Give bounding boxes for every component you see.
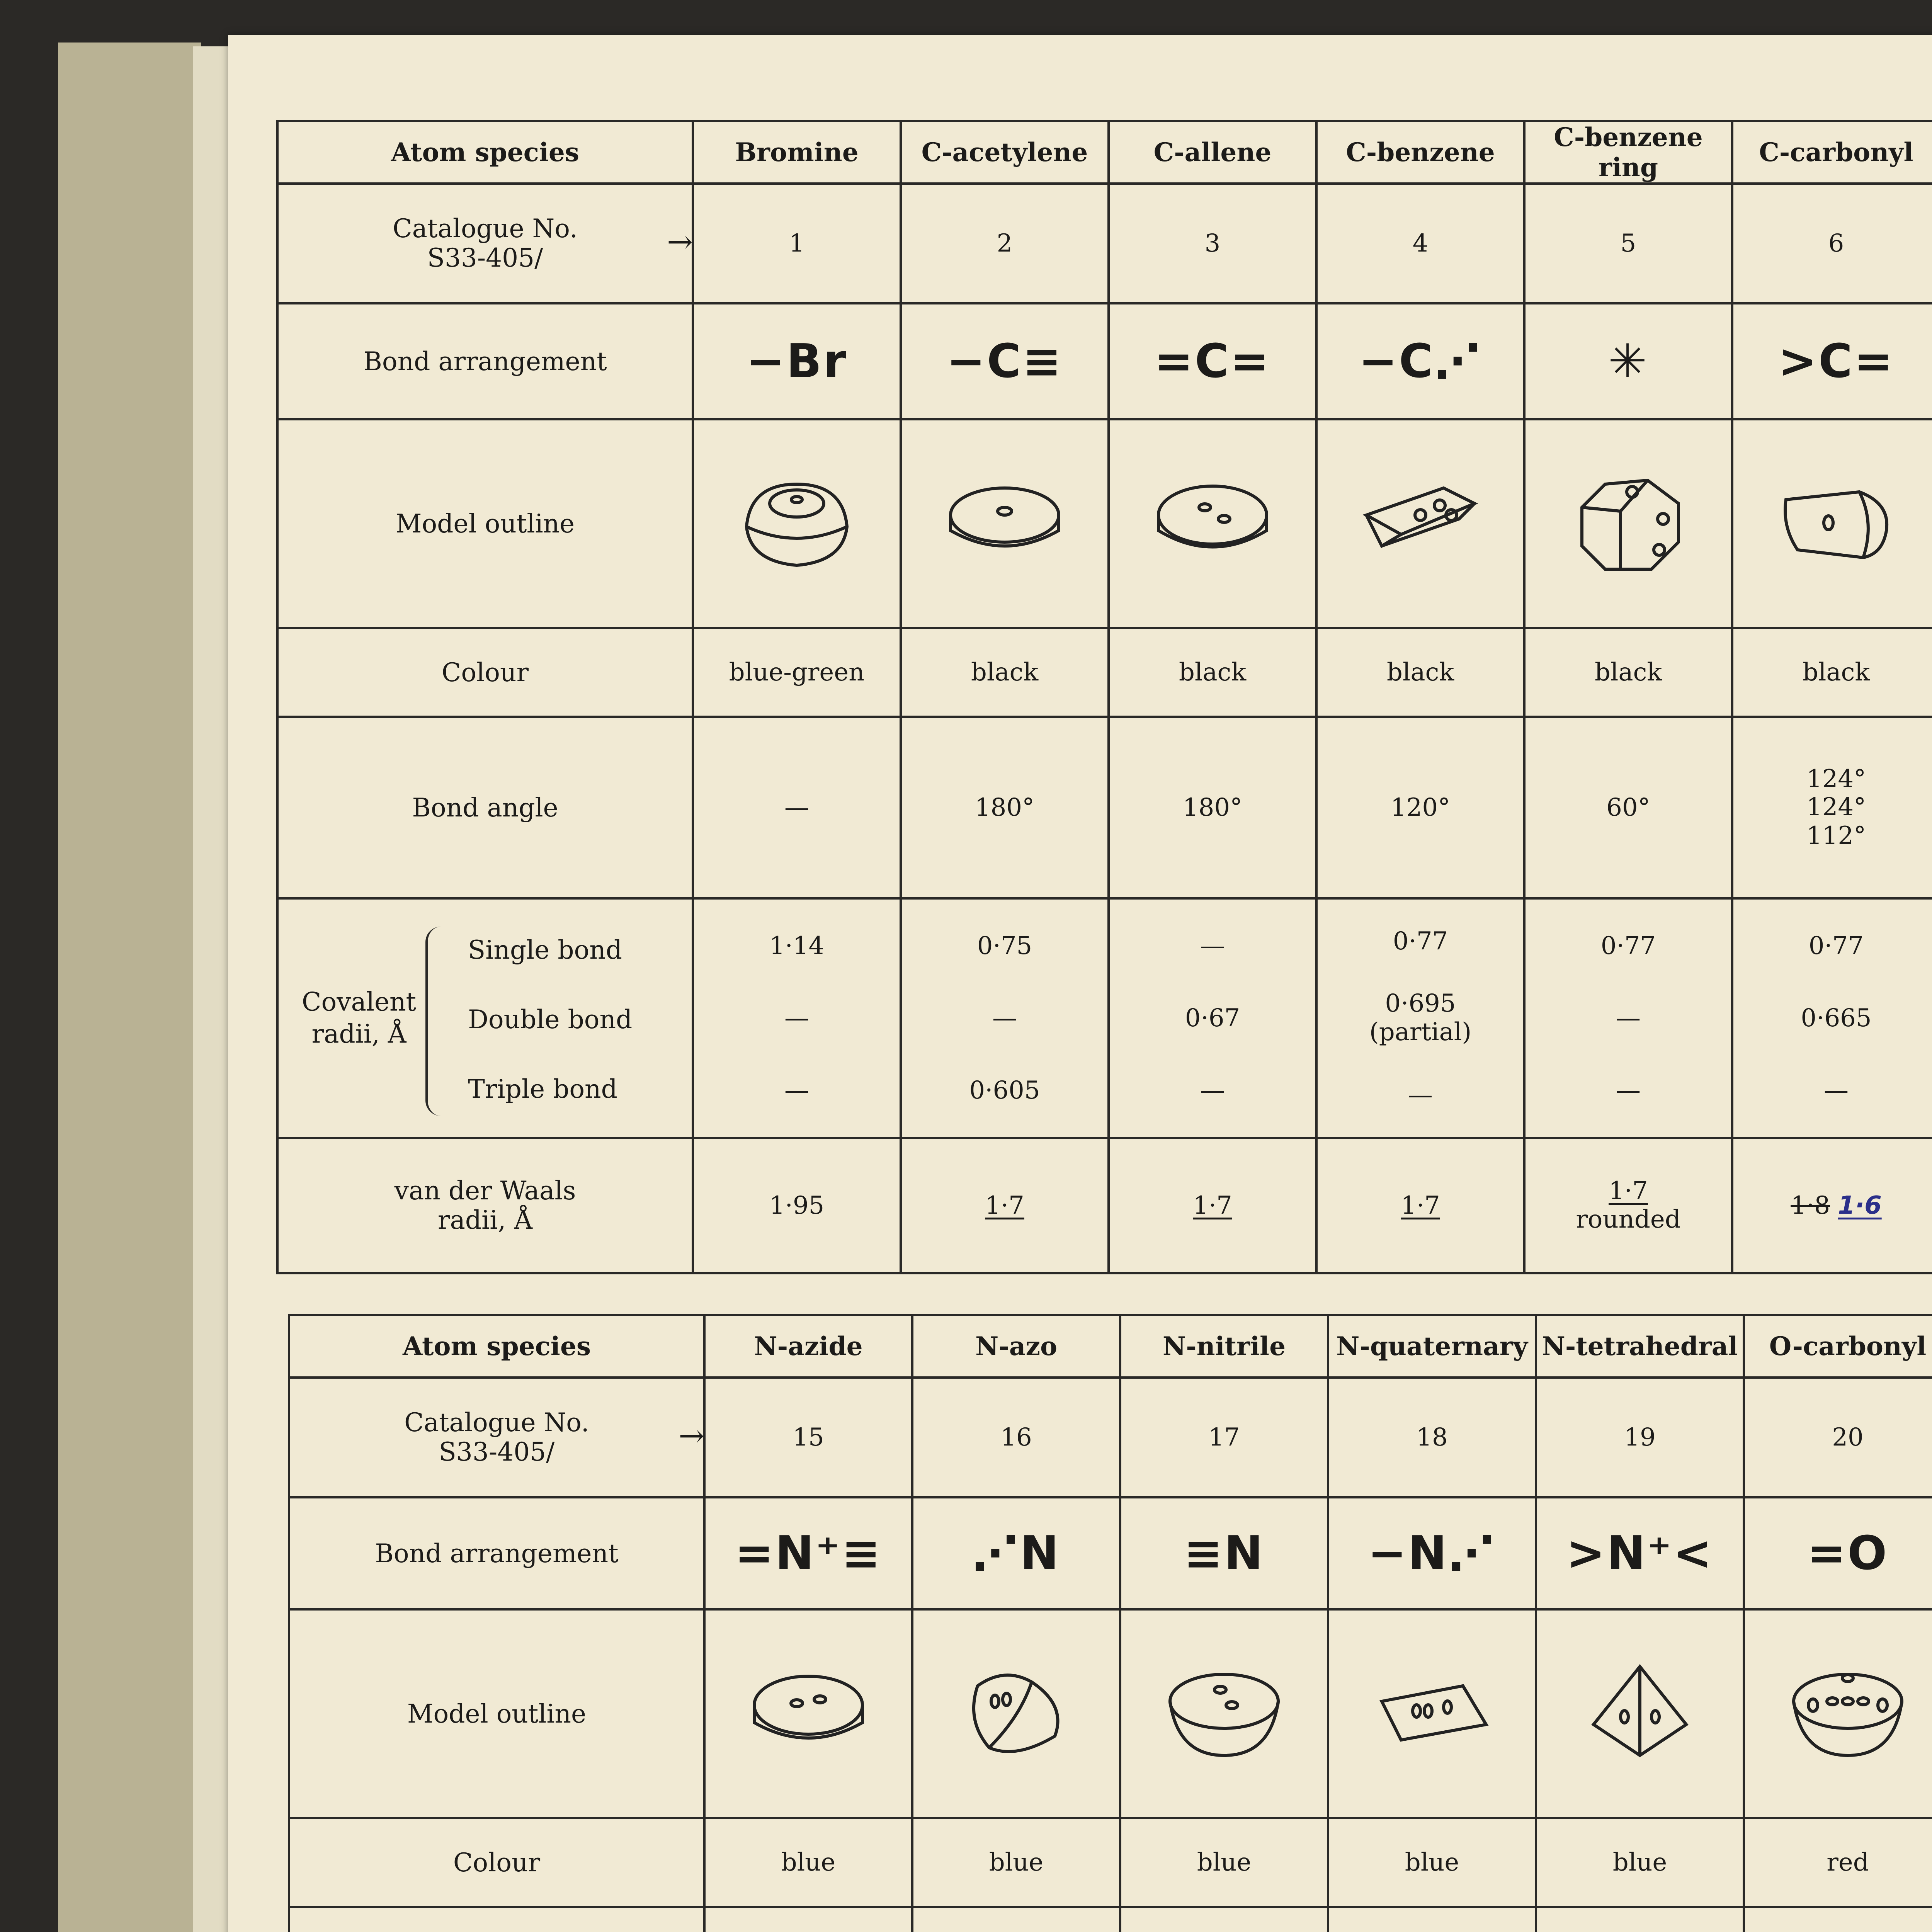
single-bond-value: 0·77: [1600, 932, 1656, 961]
triple-bond-value: —: [1824, 1076, 1849, 1105]
bond-arrangement-symbol: =O: [1744, 1497, 1932, 1609]
vdw-radius-value: [1109, 1138, 1316, 1273]
model-outline-cell: [901, 419, 1109, 628]
model-outline-cell: [1524, 419, 1732, 628]
two-hole-disc-model-icon: [1151, 469, 1274, 577]
flat-disc-model-icon: [747, 1659, 870, 1767]
bond-angle-line: 124°: [1806, 793, 1866, 822]
catalogue-number: 20: [1744, 1378, 1932, 1497]
vdw-label-line1: van der Waals: [394, 1176, 576, 1206]
vdw-radius-underlined: 1·7: [1609, 1177, 1648, 1206]
covalent-label-line1: Covalent: [302, 987, 417, 1017]
single-bond-value: 0·77: [1808, 932, 1864, 961]
bond-arrangement-symbol: =N⁺≡: [704, 1497, 912, 1609]
bond-arrangement-label: Bond arrangement: [277, 303, 693, 419]
covalent-radii-row: [277, 898, 1932, 1138]
bond-arrangement-symbol: −C⋰: [1316, 303, 1524, 419]
covalent-radii-values: [1732, 898, 1932, 1138]
colour-value: blue: [704, 1818, 912, 1907]
triple-bond-value: —: [1200, 1076, 1225, 1105]
bond-angle-line: 112°: [1806, 821, 1866, 850]
bond-angle-value: [1536, 1907, 1744, 1932]
vdw-radius-underlined: 1·7: [1193, 1191, 1232, 1220]
catalogue-row: [289, 1378, 1932, 1497]
catalogue-label: [289, 1378, 704, 1497]
species-name: C-benzene: [1316, 121, 1524, 184]
catalogue-number: 18: [1328, 1378, 1536, 1497]
bond-arrangement-symbol: ⋰N: [912, 1497, 1120, 1609]
species-name: N-quaternary: [1328, 1315, 1536, 1378]
covalent-radii-values: [1524, 898, 1732, 1138]
dome-two-hole-model-icon: [1162, 1659, 1286, 1767]
model-outline-label: Model outline: [289, 1609, 704, 1818]
colour-value: red: [1744, 1818, 1932, 1907]
catalogue-number: 17: [1120, 1378, 1328, 1497]
bond-angle-value: 180°: [901, 717, 1109, 898]
colour-value: blue-green: [693, 628, 901, 717]
atom-species-table-carbon: [276, 120, 1932, 1274]
bond-angle-row: [289, 1907, 1932, 1932]
catalogue-number: 5: [1524, 184, 1732, 303]
catalogue-number: 19: [1536, 1378, 1744, 1497]
vdw-radius-struck: 1·8: [1791, 1191, 1830, 1220]
bond-arrangement-symbol: −N⋰: [1328, 1497, 1536, 1609]
catalogue-label-line2: S33-405/: [439, 1437, 555, 1467]
flat-disc-model-icon: [943, 469, 1066, 577]
bond-arrangement-symbol: −C≡: [901, 303, 1109, 419]
bond-arrangement-row: [277, 303, 1932, 419]
bond-angle-value: [912, 1907, 1120, 1932]
vdw-radius-handwritten: 1·6: [1838, 1191, 1882, 1220]
catalogue-number: [679, 1378, 912, 1497]
model-outline-cell: [693, 419, 901, 628]
vdw-radius-value: [1316, 1138, 1524, 1273]
vdw-radius-underlined: 1·7: [1401, 1191, 1440, 1220]
double-bond-value: —: [1616, 1003, 1641, 1032]
triple-bond-value: —: [1408, 1080, 1433, 1109]
colour-value: black: [1316, 628, 1524, 717]
bond-angle-value: 120°: [1316, 717, 1524, 898]
catalogue-label: [277, 184, 693, 303]
bond-arrangement-symbol: ✳: [1524, 303, 1732, 419]
species-name: Bromine: [693, 121, 901, 184]
catalogue-number: 2: [901, 184, 1109, 303]
colour-value: black: [1109, 628, 1316, 717]
colour-value: black: [901, 628, 1109, 717]
bond-arrangement-label: Bond arrangement: [289, 1497, 704, 1609]
triple-bond-label: Triple bond: [468, 1074, 617, 1104]
vdw-label-line2: radii, Å: [438, 1205, 532, 1235]
bond-angle-value: [1744, 1907, 1932, 1932]
model-outline-row: [289, 1609, 1932, 1818]
bond-angle-value: 180°: [1109, 717, 1316, 898]
colour-label: Colour: [289, 1818, 704, 1907]
bond-arrangement-symbol: >C=: [1732, 303, 1932, 419]
double-bond-value: 0·665: [1801, 1003, 1872, 1032]
model-outline-cell: [1328, 1609, 1536, 1818]
species-name: O-carbonyl: [1744, 1315, 1932, 1378]
vdw-radius-note: rounded: [1576, 1205, 1681, 1234]
species-name: C-acetylene: [901, 121, 1109, 184]
catalogue-value: 15: [793, 1423, 824, 1452]
atom-species-label: Atom species: [289, 1315, 704, 1378]
species-name: C-allene: [1109, 121, 1316, 184]
species-name: N-tetrahedral: [1536, 1315, 1744, 1378]
bond-arrangement-symbol: >N⁺<: [1536, 1497, 1744, 1609]
covalent-radii-values: [1109, 898, 1316, 1138]
bond-angle-value: [704, 1907, 912, 1932]
dome-multi-hole-model-icon: [1786, 1659, 1910, 1767]
species-name: C-carbonyl: [1732, 121, 1932, 184]
triple-bond-value: 0·605: [969, 1076, 1040, 1105]
model-outline-cell: [1536, 1609, 1744, 1818]
species-header-row: [277, 121, 1932, 184]
vdw-radii-row: [277, 1138, 1932, 1273]
vdw-radius-underlined: 1·7: [985, 1191, 1024, 1220]
double-bond-label: Double bond: [468, 1004, 633, 1034]
species-header-row: [289, 1315, 1932, 1378]
bond-angle-value: [1120, 1907, 1328, 1932]
species-name: N-nitrile: [1120, 1315, 1328, 1378]
single-bond-value: 0·75: [977, 932, 1032, 961]
colour-value: blue: [1328, 1818, 1536, 1907]
model-outline-cell: [1120, 1609, 1328, 1818]
arrow-right-icon: →: [667, 223, 693, 260]
bond-arrangement-symbol: =C=: [1109, 303, 1316, 419]
cylinder-model-icon: [1774, 469, 1898, 577]
model-outline-cell: [912, 1609, 1120, 1818]
catalogue-value: 1: [789, 229, 805, 258]
brace-icon: [425, 927, 443, 1116]
vdw-radius-value: [1524, 1138, 1732, 1273]
bond-angle-label: Bond angle: [277, 717, 693, 898]
model-outline-row: [277, 419, 1932, 628]
colour-value: blue: [912, 1818, 1120, 1907]
catalogue-number: [667, 184, 901, 303]
bond-angle-line: 124°: [1806, 764, 1866, 793]
double-bond-value: 0·695: [1385, 989, 1456, 1018]
bond-angle-value: —: [693, 717, 901, 898]
wedge-model-icon: [954, 1659, 1078, 1767]
bond-angle-value: 60°: [1524, 717, 1732, 898]
double-bond-value: 0·67: [1185, 1003, 1240, 1032]
arrow-right-icon: →: [679, 1417, 705, 1454]
colour-value: blue: [1120, 1818, 1328, 1907]
tetrahedron-model-icon: [1578, 1659, 1702, 1767]
atom-species-label: Atom species: [277, 121, 693, 184]
single-bond-label: Single bond: [468, 935, 622, 965]
catalogue-label-line1: Catalogue No.: [393, 214, 578, 244]
catalogue-number: 3: [1109, 184, 1316, 303]
species-name: N-azide: [704, 1315, 912, 1378]
covalent-label-line2: radii, Å: [311, 1019, 406, 1049]
triple-bond-value: —: [1616, 1076, 1641, 1105]
partial-note: (partial): [1369, 1017, 1472, 1046]
model-outline-cell: [1744, 1609, 1932, 1818]
single-bond-value: 1·14: [769, 932, 825, 961]
colour-value: blue: [1536, 1818, 1744, 1907]
colour-value: black: [1732, 628, 1932, 717]
vdw-radii-label: [277, 1138, 693, 1273]
bond-angle-row: [277, 717, 1932, 898]
triple-bond-value: —: [784, 1076, 809, 1105]
covalent-radii-values: [693, 898, 901, 1138]
catalogue-number: 4: [1316, 184, 1524, 303]
covalent-radii-label-cell: [277, 898, 693, 1138]
model-outline-label: Model outline: [277, 419, 693, 628]
atom-species-table-nitrogen-oxygen: [288, 1314, 1932, 1932]
model-outline-cell: [1732, 419, 1932, 628]
colour-row: [277, 628, 1932, 717]
single-bond-value: 0·77: [1393, 927, 1448, 956]
bond-arrangement-symbol: −Br: [693, 303, 901, 419]
bond-type-labels: [468, 915, 632, 1124]
colour-value: black: [1524, 628, 1732, 717]
bond-arrangement-symbol: ≡N: [1120, 1497, 1328, 1609]
double-bond-value: —: [992, 1003, 1017, 1032]
colour-label: Colour: [277, 628, 693, 717]
vdw-radius-value: [901, 1138, 1109, 1273]
model-outline-cell: [1109, 419, 1316, 628]
catalogue-label-line1: Catalogue No.: [404, 1408, 589, 1438]
vdw-radius-value: 1·95: [693, 1138, 901, 1273]
bond-angle-value: [1328, 1907, 1536, 1932]
colour-row: [289, 1818, 1932, 1907]
covalent-radii-label: [302, 986, 416, 1050]
dome-disc-model-icon: [735, 469, 859, 577]
species-name: N-azo: [912, 1315, 1120, 1378]
covalent-radii-values: [1316, 898, 1524, 1138]
model-outline-cell: [1316, 419, 1524, 628]
vdw-radius-value: [1732, 1138, 1932, 1273]
catalogue-number: 6: [1732, 184, 1932, 303]
triangular-prism-model-icon: [1370, 1659, 1494, 1767]
bond-angle-value: [1732, 717, 1932, 898]
catalogue-row: [277, 184, 1932, 303]
species-name: C-benzene ring: [1524, 121, 1732, 184]
model-outline-cell: [704, 1609, 912, 1818]
double-bond-value: —: [784, 1003, 809, 1032]
catalogue-label-line2: S33-405/: [427, 243, 543, 273]
hexagon-model-icon: [1566, 469, 1690, 577]
covalent-radii-values: [901, 898, 1109, 1138]
bond-arrangement-row: [289, 1497, 1932, 1609]
prism-model-icon: [1359, 469, 1482, 577]
single-bond-value: —: [1200, 932, 1225, 961]
book-edge: [58, 43, 201, 1932]
catalogue-number: 16: [912, 1378, 1120, 1497]
bond-angle-label: [289, 1907, 704, 1932]
